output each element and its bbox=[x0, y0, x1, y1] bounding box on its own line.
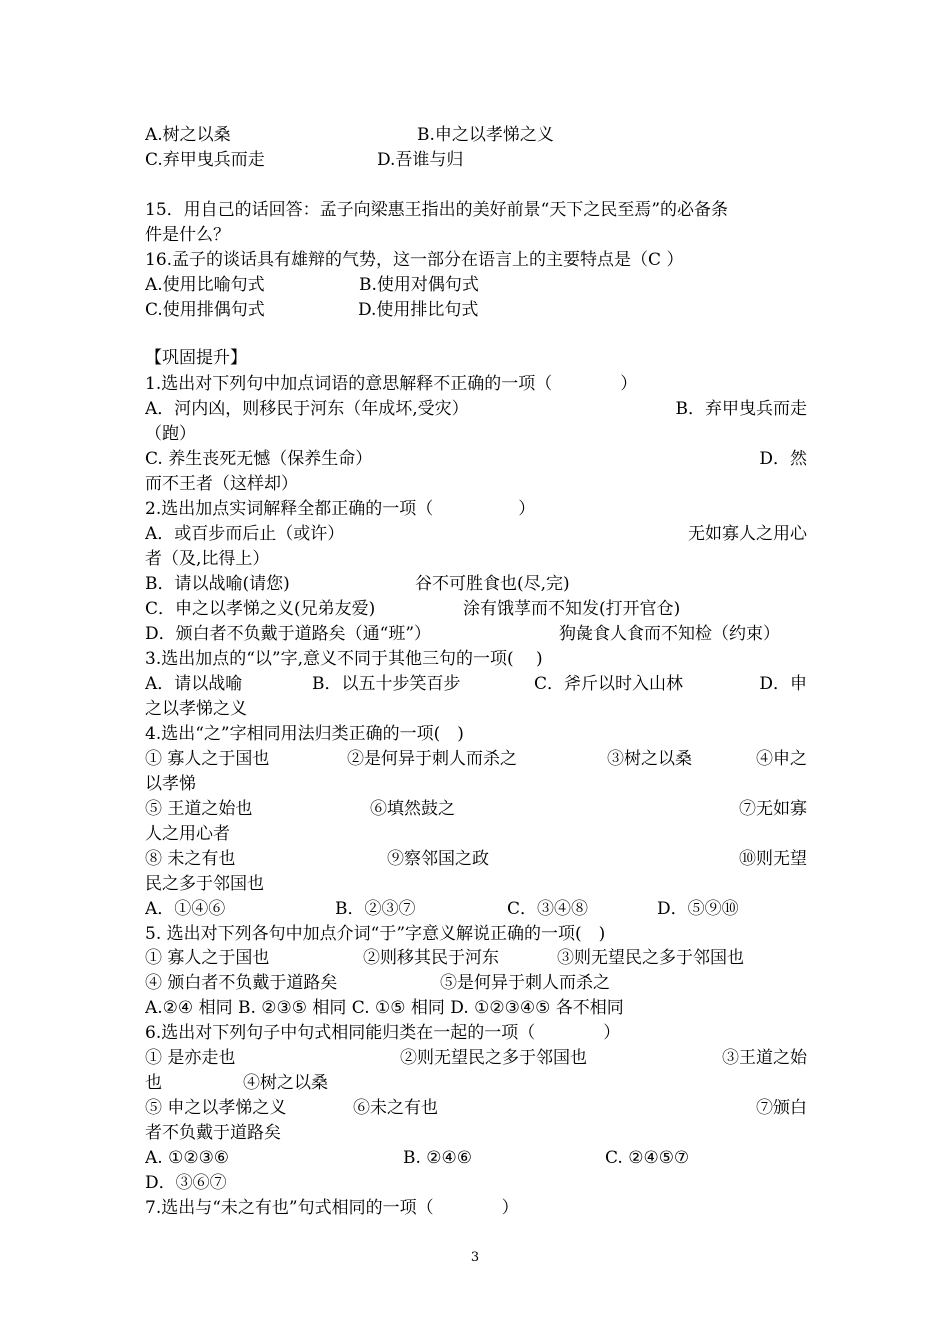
option-line: A．①④⑥ B．②③⑦ C．③④⑧ D．⑤⑨⑩ bbox=[145, 899, 739, 919]
option-line: A. ①②③⑥ B. ②④⑥ C. ②④⑤⑦ bbox=[145, 1148, 690, 1168]
item-line: ① 是亦走也 ②则无望民之多于邻国也 ③王道之始 bbox=[145, 1048, 807, 1068]
section-heading: 【巩固提升】 bbox=[145, 348, 247, 368]
item-line: ① 寡人之于国也 ②则移其民于河东 ③则无望民之多于邻国也 bbox=[145, 948, 744, 968]
item-line: ① 寡人之于国也 ②是何异于刺人而杀之 ③树之以桑 ④申之 bbox=[145, 749, 807, 769]
option-line: A.②④ 相同 B. ②③⑤ 相同 C. ①⑤ 相同 D. ①②③④⑤ 各不相同 bbox=[145, 998, 624, 1018]
option-line: A．河内凶，则移民于河东（年成坏,受灾） B．弃甲曳兵而走 bbox=[145, 399, 807, 419]
question-3: 3.选出加点的“以”字,意义不同于其他三句的一项( ) bbox=[145, 649, 543, 669]
option-line: B．请以战喻(请您) 谷不可胜食也(尽,完) bbox=[145, 574, 570, 594]
item-line: 民之多于邻国也 bbox=[145, 874, 264, 894]
question-16: 16.孟子的谈话具有雄辩的气势，这一部分在语言上的主要特点是（C ） bbox=[145, 250, 684, 270]
option-line: C．申之以孝悌之义(兄弟友爱) 涂有饿莩而不知发(打开官仓) bbox=[145, 599, 681, 619]
item-line: 以孝悌 bbox=[145, 774, 196, 794]
item-line: 者不负戴于道路矣 bbox=[145, 1123, 281, 1143]
option-line: D．③⑥⑦ bbox=[145, 1173, 227, 1193]
question-15: 15．用自己的话回答：孟子向梁惠王指出的美好前景“天下之民至焉”的必备条 bbox=[145, 200, 729, 220]
item-line: ⑤ 王道之始也 ⑥填然鼓之 ⑦无如寡 bbox=[145, 799, 807, 819]
option-line: 之以孝悌之义 bbox=[145, 699, 247, 719]
question-15-cont: 件是什么？ bbox=[145, 225, 230, 245]
question-1: 1.选出对下列句中加点词语的意思解释不正确的一项（ ） bbox=[145, 374, 638, 394]
option-line: C. 养生丧死无憾（保养生命） D．然 bbox=[145, 449, 807, 469]
item-line: 人之用心者 bbox=[145, 824, 230, 844]
option-line: C.使用排偶句式 D.使用排比句式 bbox=[145, 300, 479, 320]
option-line: A.使用比喻句式 B.使用对偶句式 bbox=[145, 275, 479, 295]
question-6: 6.选出对下列句子中句式相同能归类在一起的一项（ ） bbox=[145, 1023, 621, 1043]
option-line: （跑） bbox=[145, 424, 196, 444]
item-line: ⑧ 未之有也 ⑨察邻国之政 ⑩则无望 bbox=[145, 849, 807, 869]
item-line: ⑤ 申之以孝悌之义 ⑥未之有也 ⑦颁白 bbox=[145, 1098, 807, 1118]
question-4: 4.选出“之”字相同用法归类正确的一项( ) bbox=[145, 724, 464, 744]
page-number: 3 bbox=[470, 1250, 480, 1265]
question-2: 2.选出加点实词解释全都正确的一项（ ） bbox=[145, 499, 536, 519]
question-5: 5. 选出对下列各句中加点介词“于”字意义解说正确的一项( ) bbox=[145, 924, 606, 944]
option-line: D．颁白者不负戴于道路矣（通“班”） 狗彘食人食而不知检（约束） bbox=[145, 624, 780, 644]
option-line: C.弃甲曳兵而走 D.吾谁与归 bbox=[145, 150, 464, 170]
option-line: 者（及,比得上） bbox=[145, 549, 270, 569]
item-line: 也 ④树之以桑 bbox=[145, 1073, 328, 1093]
item-line: ④ 颁白者不负戴于道路矣 ⑤是何异于刺人而杀之 bbox=[145, 973, 610, 993]
option-line: A.树之以桑 B.申之以孝悌之义 bbox=[145, 125, 554, 145]
option-line: A．或百步而后止（或许） 无如寡人之用心 bbox=[145, 524, 807, 544]
option-line: A．请以战喻 B．以五十步笑百步 C．斧斤以时入山林 D．申 bbox=[145, 674, 807, 694]
question-7: 7.选出与“未之有也”句式相同的一项（ ） bbox=[145, 1198, 519, 1218]
option-line: 而不王者（这样却） bbox=[145, 474, 298, 494]
